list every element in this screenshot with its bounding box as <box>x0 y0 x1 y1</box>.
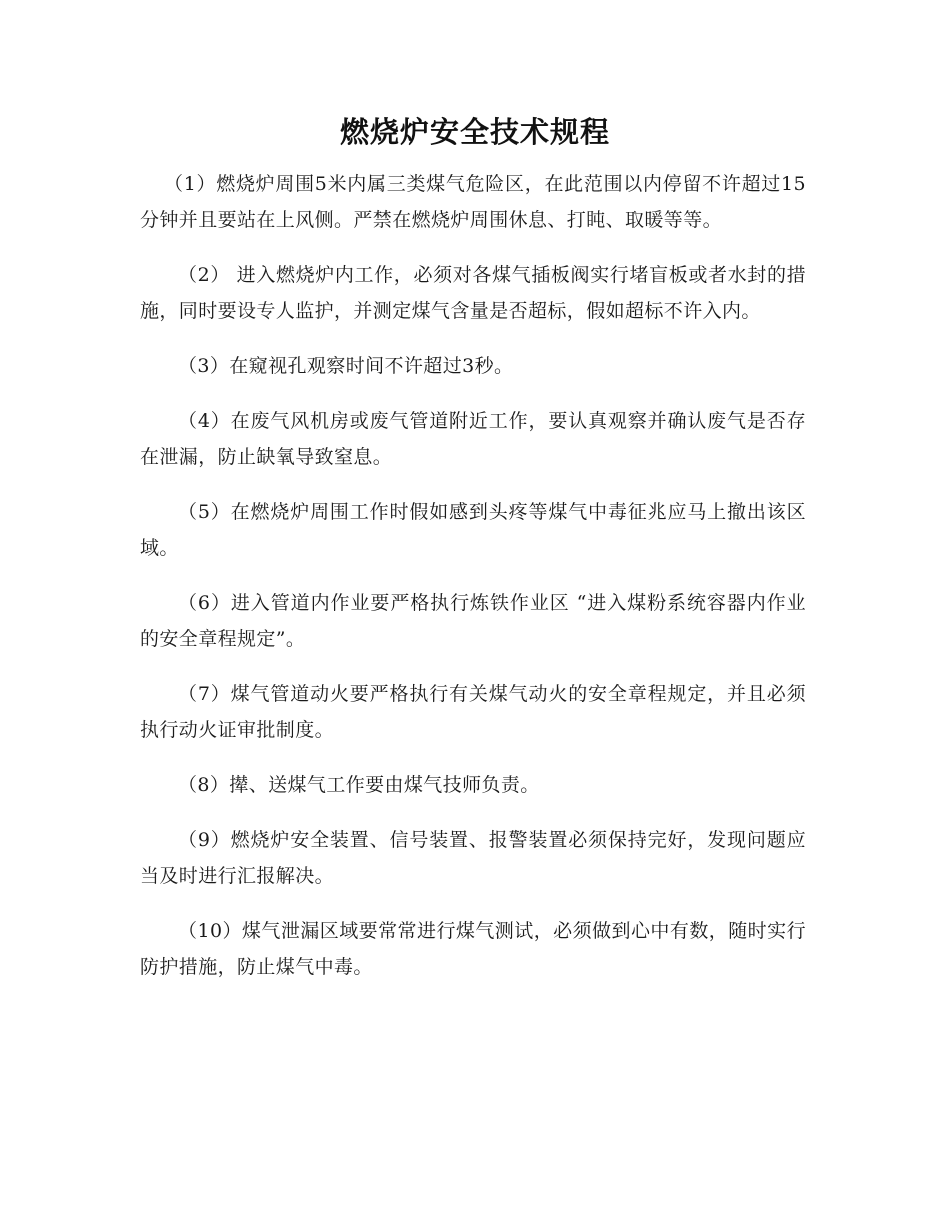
paragraph-3: （3）在窥视孔观察时间不许超过3秒。 <box>178 355 514 377</box>
paragraph-10: （10）煤气泄漏区域要常常进行煤气测试，必须做到心中有数，随时实行防护措施，防止煤气中毒。 <box>140 920 806 978</box>
paragraph-5: （5）在燃烧炉周围工作时假如感到头疼等煤气中毒征兆应马上撤出该区域。 <box>140 501 806 559</box>
paragraph-9: （9）燃烧炉安全装置、信号装置、报警装置必须保持完好，发现问题应当及时进行汇报解决。 <box>140 829 806 887</box>
paragraph-7: （7）煤气管道动火要严格执行有关煤气动火的安全章程规定，并且必须执行动火证审批制度。 <box>140 683 806 741</box>
paragraph-4: （4）在废气风机房或废气管道附近工作，要认真观察并确认废气是否存在泄漏，防止缺氧导致窒息。 <box>140 410 806 468</box>
paragraph-6: （6）进入管道内作业要严格执行炼铁作业区 “进入煤粉系统容器内作业的安全章程规定”。 <box>140 592 806 650</box>
paragraph-2: （2） 进入燃烧炉内工作，必须对各煤气插板阀实行堵盲板或者水封的措施，同时要设专人监护，并测定煤气含量是否超标，假如超标不许入内。 <box>140 264 806 322</box>
paragraph-8: （8）撵、送煤气工作要由煤气技师负责。 <box>178 774 540 796</box>
document-body <box>140 166 806 1004</box>
document-title: 燃烧炉安全技术规程 <box>339 115 610 149</box>
paragraph-1: （1）燃烧炉周围5米内属三类煤气危险区，在此范围以内停留不许超过15分钟并且要站在上风侧。严禁在燃烧炉周围休息、打盹、取暖等等。 <box>140 173 806 231</box>
